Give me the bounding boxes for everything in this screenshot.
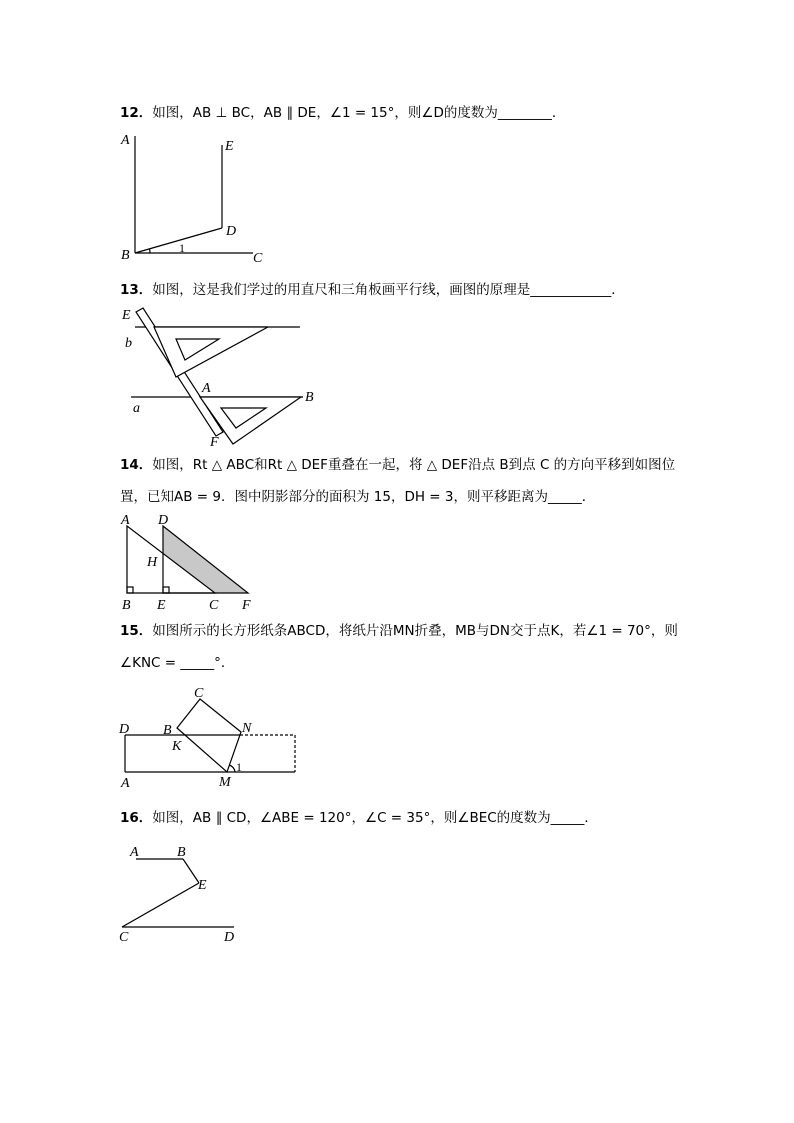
question-text: 如图，AB ∥ CD，∠ABE = 120°，∠C = 35°，则∠BEC的度数为_____． (152, 810, 598, 826)
question-15-line1 (120, 621, 678, 641)
question-text: ∠KNC = _____°． (120, 655, 235, 671)
label-K: K (172, 739, 182, 754)
label-C: C (253, 251, 263, 266)
label-angle-1: 1 (179, 241, 185, 255)
figure-q12 (118, 128, 278, 268)
segment-EC (122, 883, 199, 927)
label-A: A (121, 776, 130, 791)
question-number: 13． (120, 282, 153, 298)
label-angle-1: 1 (236, 760, 242, 774)
label-C: C (119, 930, 129, 945)
label-A: A (130, 845, 139, 860)
label-H: H (147, 555, 158, 570)
question-16 (120, 808, 598, 828)
label-F: F (242, 598, 251, 613)
label-F: F (210, 435, 219, 450)
label-E: E (122, 308, 131, 323)
figure-q15 (118, 682, 308, 792)
label-E: E (198, 878, 207, 893)
label-M: M (219, 775, 231, 790)
question-text: 置，已知AB = 9．图中阴影部分的面积为 15，DH = 3，则平移距离为_____． (120, 489, 596, 505)
question-number: 14． (120, 457, 153, 473)
figure-q16 (118, 842, 248, 947)
label-B: B (122, 598, 131, 613)
label-C: C (194, 686, 204, 701)
label-A: A (121, 513, 130, 528)
question-number: 16． (120, 810, 153, 826)
question-text: 如图，Rt △ ABC和Rt △ DEF重叠在一起，将 △ DEF沿点 B到点 C 的方向平移到如图位 (152, 457, 676, 473)
label-D: D (158, 513, 169, 528)
label-D: D (224, 930, 235, 945)
question-text: 如图，这是我们学过的用直尺和三角板画平行线，画图的原理是____________． (152, 282, 625, 298)
right-angle-E (163, 587, 169, 593)
label-A: A (121, 133, 130, 148)
right-angle-B (127, 587, 133, 593)
label-B: B (177, 845, 186, 860)
question-text: 如图，AB ⊥ BC，AB ∥ DE，∠1 = 15°，则∠D的度数为________． (152, 105, 566, 121)
question-number: 15． (120, 623, 153, 639)
segment-BE (183, 859, 199, 883)
angle-arc (150, 249, 151, 253)
question-14-line1 (120, 455, 675, 475)
label-D: D (226, 224, 237, 239)
label-N: N (242, 721, 252, 736)
label-a: a (133, 401, 140, 416)
label-b: b (125, 336, 132, 351)
angle-arc (229, 765, 235, 772)
triangle-top (154, 327, 268, 377)
question-number: 12． (120, 105, 153, 121)
label-E: E (157, 598, 166, 613)
figure-q14 (118, 512, 268, 617)
question-14-line2 (120, 487, 595, 507)
question-12 (120, 103, 565, 123)
question-15-line2 (120, 653, 234, 673)
question-13 (120, 280, 625, 300)
label-A: A (202, 381, 211, 396)
label-B: B (305, 390, 314, 405)
label-C: C (209, 598, 219, 613)
figure-q13 (118, 302, 318, 452)
label-B: B (121, 248, 130, 263)
label-D: D (119, 722, 130, 737)
label-E: E (225, 139, 234, 154)
label-B: B (163, 723, 172, 738)
question-text: 如图所示的长方形纸条ABCD，将纸片沿MN折叠，MB与DN交于点K，若∠1 = 70°，则 (152, 623, 678, 639)
